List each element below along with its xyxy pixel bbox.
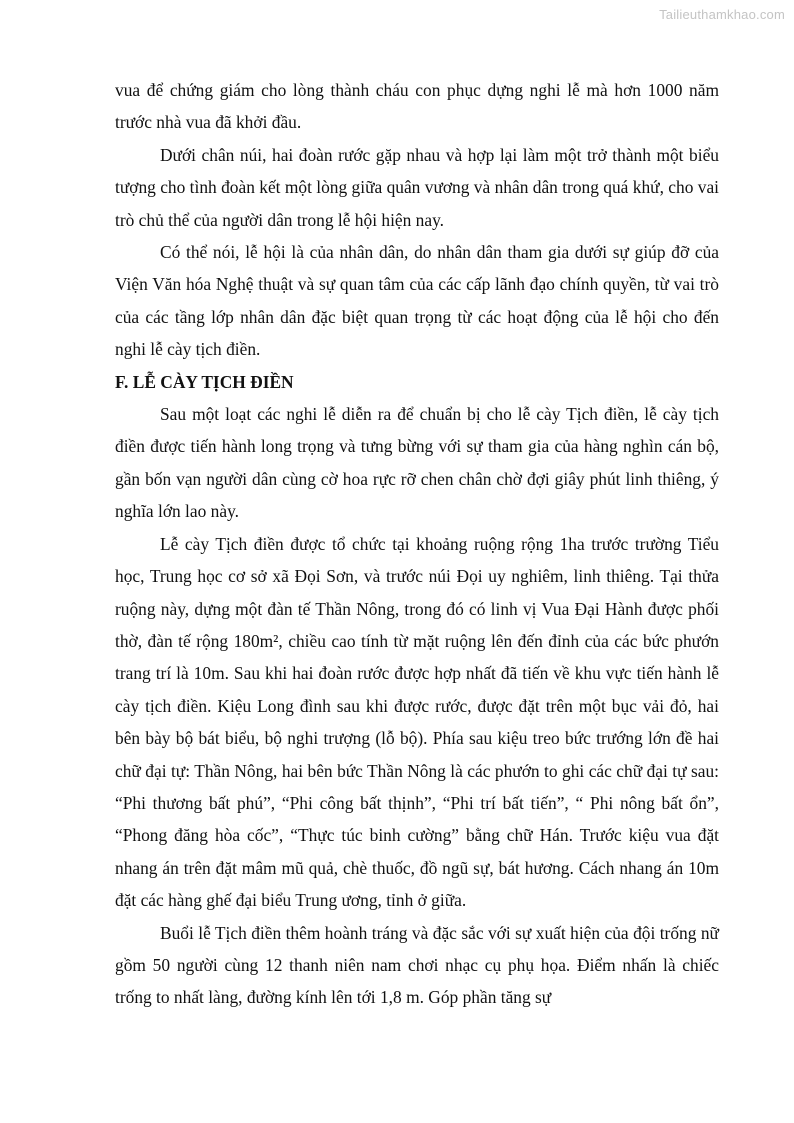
- paragraph-ceremony-intro: Sau một loạt các nghi lễ diễn ra để chuẩn bị cho lễ cày Tịch điền, lễ cày tịch điền được tiến hành long trọng và tưng bừng với sự tham gia của hàng nghìn cán bộ, gần bốn vạn người dân cùng cờ hoa rực rỡ chen chân chờ đợi giây phút linh thiêng, ý nghĩa lớn lao này.: [115, 404, 719, 522]
- watermark: Tailieuthamkhao.com: [659, 7, 785, 22]
- paragraph-procession: Dưới chân núi, hai đoàn rước gặp nhau và hợp lại làm một trở thành một biểu tượng cho tình đoàn kết một lòng giữa quân vương và nhân dân trong quá khứ, cho vai trò chủ thể của người dân trong lễ hội hiện nay.: [115, 144, 719, 230]
- document-body: [115, 74, 719, 1014]
- paragraph-festival-people: Có thể nói, lễ hội là của nhân dân, do nhân dân tham gia dưới sự giúp đỡ của Viện Văn hóa Nghệ thuật và sự quan tâm của các cấp lãnh đạo chính quyền, từ vai trò của các tầng lớp nhân dân đặc biệt quan trọng từ các hoạt động của lễ hội cho đến nghi lễ cày tịch điền.: [115, 242, 719, 360]
- section-heading: F. LỄ CÀY TỊCH ĐIỀN: [115, 371, 294, 392]
- paragraph-ceremony-site: Lễ cày Tịch điền được tổ chức tại khoảng ruộng rộng 1ha trước trường Tiểu học, Trung học cơ sở xã Đọi Sơn, và trước núi Đọi uy nghiêm, linh thiêng. Tại thửa ruộng này, dựng một đàn tế Thần Nông, trong đó có linh vị Vua Đại Hành được phối thờ, đàn tế rộng 180m², chiều cao tính từ mặt ruộng lên đến đỉnh của các bức phướn trang trí là 10m. Sau khi hai đoàn rước được hợp nhất đã tiến về khu vực tiến hành lễ cày tịch điền. Kiệu Long đình sau khi được rước, được đặt trên một bục vải đỏ, hai bên bày bộ bát biểu, bộ nghi trượng (lỗ bộ). Phía sau kiệu treo bức trướng lớn đề hai chữ đại tự: Thần Nông, hai bên bức Thần Nông là các phướn to ghi các chữ đại tự sau: “Phi thương bất phú”, “Phi công bất thịnh”, “Phi trí bất tiến”, “ Phi nông bất ổn”, “Phong đăng hòa cốc”, “Thực túc binh cường” bằng chữ Hán. Trước kiệu vua đặt nhang án trên đặt mâm mũ quả, chè thuốc, đồ ngũ sự, bát hương. Cách nhang án 10m đặt các hàng ghế đại biểu Trung ương, tỉnh ở giữa.: [115, 533, 719, 911]
- paragraph-drum-troupe: Buổi lễ Tịch điền thêm hoành tráng và đặc sắc với sự xuất hiện của đội trống nữ gồm 50 người cùng 12 thanh niên nam chơi nhạc cụ phụ họa. Điểm nhấn là chiếc trống to nhất làng, đường kính lên tới 1,8 m. Góp phần tăng sự: [115, 922, 719, 1008]
- paragraph-continuation: vua để chứng giám cho lòng thành cháu con phục dựng nghi lễ mà hơn 1000 năm trước nhà vua đã khởi đầu.: [115, 80, 719, 133]
